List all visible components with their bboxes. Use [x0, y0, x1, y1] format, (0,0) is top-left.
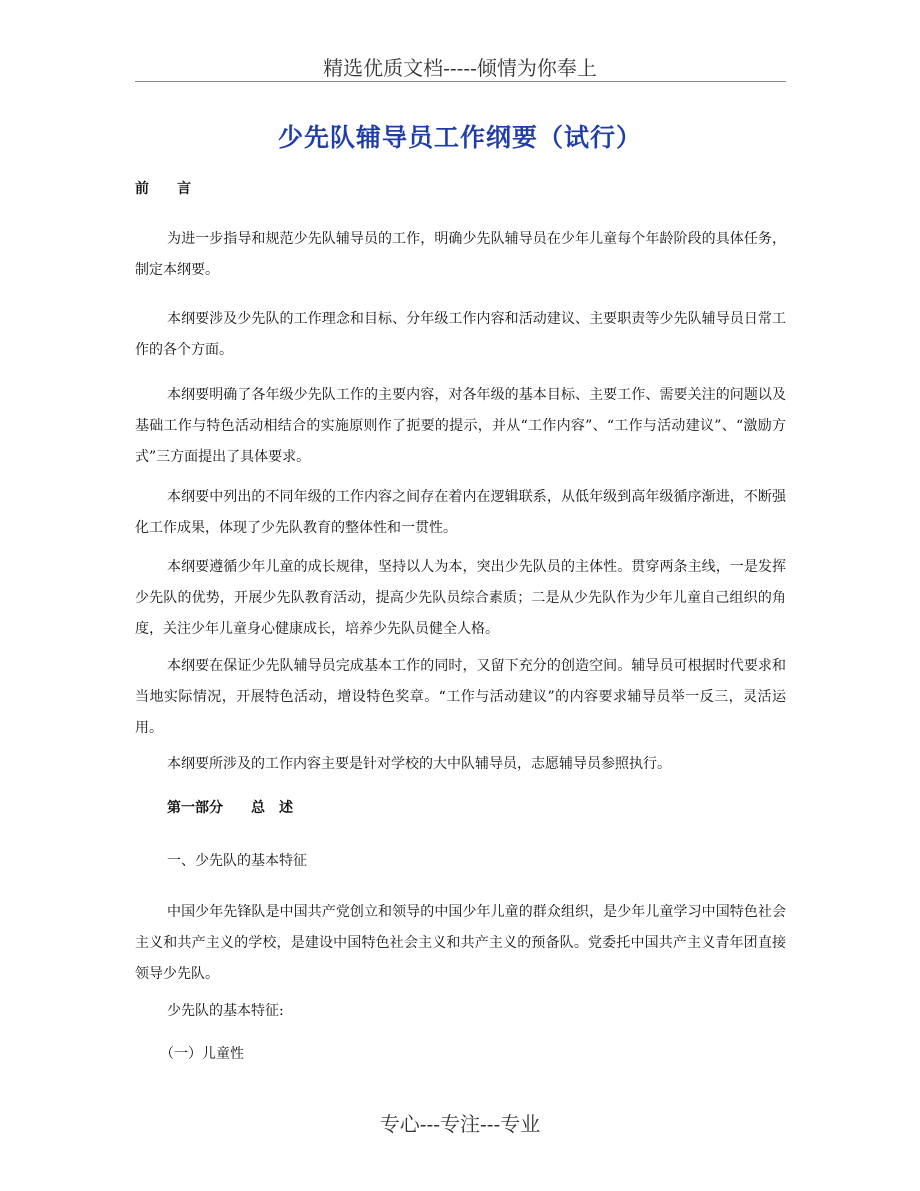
page-header: 精选优质文档-----倾情为你奉上 [323, 56, 597, 80]
paragraph-1: 为进一步指导和规范少先队辅导员的工作，明确少先队辅导员在少年儿童每个年龄阶段的具体任务，制定本纲要。 [135, 231, 786, 278]
item-1: （一）儿童性 [160, 1046, 244, 1062]
section-1-heading: 一、少先队的基本特征 [167, 853, 307, 869]
document-title: 少先队辅导员工作纲要（试行） [277, 123, 642, 152]
page-footer: 专心---专注---专业 [379, 1112, 541, 1136]
paragraph-3: 本纲要明确了各年级少先队工作的主要内容，对各年级的基本目标、主要工作、需要关注的问题以及基础工作与特色活动相结合的实施原则作了扼要的提示，并从“工作内容”、“工作与活动建议”、“激励方式”三方面提出了具体要求。 [135, 387, 786, 465]
paragraph-6: 本纲要在保证少先队辅导员完成基本工作的同时，又留下充分的创造空间。辅导员可根据时代要求和当地实际情况，开展特色活动，增设特色奖章。“工作与活动建议”的内容要求辅导员举一反三，灵活运用。 [135, 658, 786, 736]
paragraph-8: 中国少年先锋队是中国共产党创立和领导的中国少年儿童的群众组织，是少年儿童学习中国特色社会主义和共产主义的学校，是建设中国特色社会主义和共产主义的预备队。党委托中国共产主义青年团直接领导少先队。 [135, 904, 786, 982]
header-divider [135, 81, 786, 82]
paragraph-4: 本纲要中列出的不同年级的工作内容之间存在着内在逻辑联系，从低年级到高年级循序渐进，不断强化工作成果，体现了少先队教育的整体性和一贯性。 [135, 489, 786, 536]
paragraph-5: 本纲要遵循少年儿童的成长规律，坚持以人为本，突出少先队员的主体性。贯穿两条主线，一是发挥少先队的优势，开展少先队教育活动，提高少先队员综合素质；二是从少先队作为少年儿童自己组织的角度，关注少年儿童身心健康成长，培养少先队员健全人格。 [135, 559, 786, 637]
features-label: 少先队的基本特征: [167, 1003, 284, 1019]
paragraph-7: 本纲要所涉及的工作内容主要是针对学校的大中队辅导员，志愿辅导员参照执行。 [167, 756, 671, 772]
paragraph-2: 本纲要涉及少先队的工作理念和目标、分年级工作内容和活动建议、主要职责等少先队辅导员日常工作的各个方面。 [135, 311, 786, 358]
preface-heading: 前 言 [135, 181, 191, 197]
part-1-heading: 第一部分 总 述 [167, 800, 293, 816]
